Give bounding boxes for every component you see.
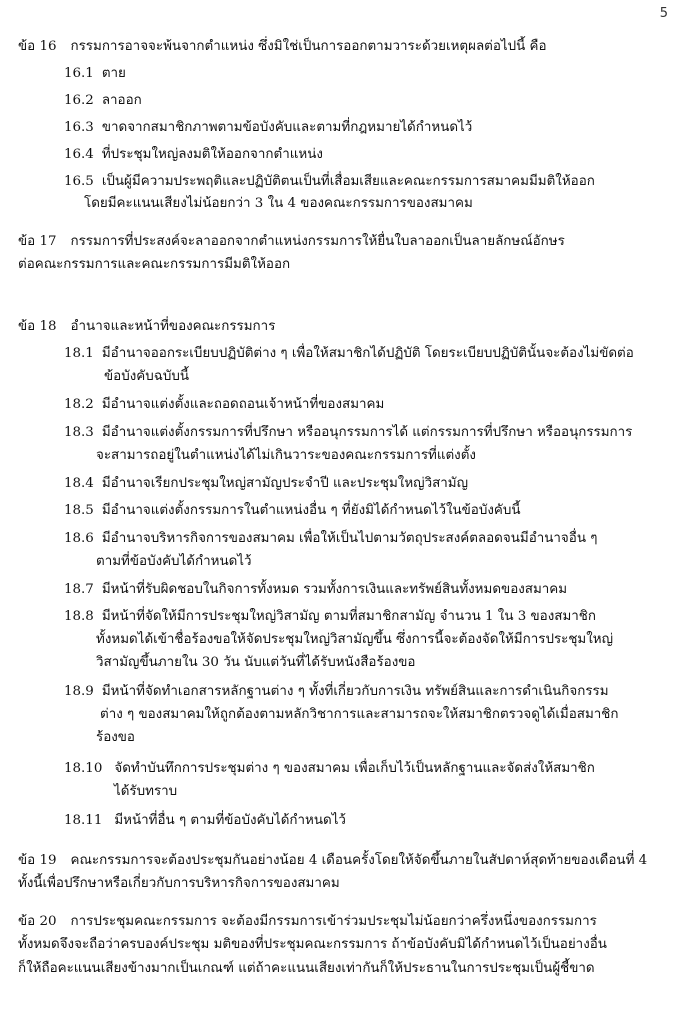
- item-number: 18.6: [64, 531, 94, 546]
- item-text: มีหน้าที่รับผิดชอบในกิจการทั้งหมด รวมทั้งการเงินและทรัพย์สินทั้งหมดของสมาคม: [101, 582, 568, 597]
- clause-label: ข้อ 20: [18, 914, 57, 929]
- item-number: 16.1: [64, 66, 94, 81]
- item-16-3: [64, 119, 472, 137]
- item-number: 16.5: [64, 174, 94, 189]
- item-text: ขาดจากสมาชิกภาพตามข้อบังคับและตามที่กฎหมายได้กำหนดไว้: [101, 120, 473, 135]
- item-number: 16.2: [64, 93, 94, 108]
- item-number: 18.8: [64, 609, 94, 624]
- item-text: เป็นผู้มีความประพฤติและปฏิบัติตนเป็นที่เสื่อมเสียและคณะกรรมการสมาคมมีมติให้ออก: [101, 174, 595, 189]
- item-16-5: [64, 173, 595, 191]
- item-16-1: [64, 65, 126, 83]
- item-text: ลาออก: [101, 93, 142, 108]
- item-18-3-cont: จะสามารถอยู่ในตำแหน่งได้ไม่เกินวาระของคณะกรรมการที่แต่งตั้ง: [96, 448, 476, 463]
- clause-20-line-3: ก็ให้ถือคะแนนเสียงข้างมากเป็นเกณฑ์ แต่ถ้าคะแนนเสียงเท่ากันก็ให้ประธานในการประชุมเป็นผู้ชี้ขาด: [18, 961, 595, 976]
- item-18-2: [64, 396, 384, 414]
- item-18-9-cont-1: ต่าง ๆ ของสมาคมให้ถูกต้องตามหลักวิชาการและสามารถจะให้สมาชิกตรวจดูได้เมื่อสมาชิก: [100, 707, 619, 722]
- item-18-8-cont-2: วิสามัญขึ้นภายใน 30 วัน นับแต่วันที่ได้รับหนังสือร้องขอ: [96, 655, 416, 670]
- clause-text: คณะกรรมการจะต้องประชุมกันอย่างน้อย 4 เดือนครั้งโดยให้จัดขึ้นภายในสัปดาห์สุดท้ายของเดือนที่ 4: [70, 853, 648, 868]
- item-number: 18.1: [64, 346, 94, 361]
- clause-20-line-2: ทั้งหมดจึงจะถือว่าครบองค์ประชุม มติของที่ประชุมคณะกรรมการ ถ้าข้อบังคับมิได้กำหนดไว้เป็นอย่างอื่น: [18, 937, 607, 952]
- item-18-3: [64, 424, 632, 442]
- item-18-1-cont: ข้อบังคับฉบับนี้: [104, 369, 189, 384]
- item-16-4: [64, 146, 323, 164]
- item-text: จัดทำบันทึกการประชุมต่าง ๆ ของสมาคม เพื่อเก็บไว้เป็นหลักฐานและจัดส่งให้สมาชิก: [114, 761, 595, 776]
- item-18-11: [64, 812, 346, 830]
- clause-label: ข้อ 19: [18, 853, 57, 868]
- item-number: 18.11: [64, 813, 103, 828]
- page-number: 5: [659, 6, 668, 21]
- item-text: มีหน้าที่อื่น ๆ ตามที่ข้อบังคับได้กำหนดไว้: [114, 813, 346, 828]
- clause-label: ข้อ 16: [18, 39, 57, 54]
- clause-20-line-1: [18, 913, 597, 931]
- clause-text: การประชุมคณะกรรมการ จะต้องมีกรรมการเข้าร่วมประชุมไม่น้อยกว่าครึ่งหนึ่งของกรรมการ: [70, 914, 597, 929]
- item-number: 18.9: [64, 684, 94, 699]
- item-18-10: [64, 760, 595, 778]
- item-number: 18.5: [64, 503, 94, 518]
- item-text: มีหน้าที่จัดให้มีการประชุมใหญ่วิสามัญ ตามที่สมาชิกสามัญ จำนวน 1 ใน 3 ของสมาชิก: [101, 609, 596, 624]
- item-text: ที่ประชุมใหญ่ลงมติให้ออกจากตำแหน่ง: [101, 147, 323, 162]
- item-18-10-cont: ได้รับทราบ: [114, 784, 178, 799]
- clause-18-heading: [18, 318, 275, 336]
- clause-label: ข้อ 17: [18, 234, 57, 249]
- item-number: 18.3: [64, 425, 94, 440]
- item-text: มีอำนาจออกระเบียบปฏิบัติต่าง ๆ เพื่อให้สมาชิกได้ปฏิบัติ โดยระเบียบปฏิบัตินั้นจะต้องไม่ขัดต่อ: [101, 346, 634, 361]
- item-text: มีหน้าที่จัดทำเอกสารหลักฐานต่าง ๆ ทั้งที่เกี่ยวกับการเงิน ทรัพย์สินและการดำเนินกิจกรรม: [101, 684, 609, 699]
- item-18-8: [64, 608, 596, 626]
- clause-19-line-2: ทั้งนี้เพื่อปรึกษาหรือเกี่ยวกับการบริหารกิจการของสมาคม: [18, 876, 340, 891]
- item-18-6: [64, 530, 597, 548]
- clause-text: กรรมการที่ประสงค์จะลาออกจากตำแหน่งกรรมการให้ยื่นใบลาออกเป็นลายลักษณ์อักษร: [70, 234, 565, 249]
- item-number: 18.7: [64, 582, 94, 597]
- item-18-5: [64, 502, 521, 520]
- clause-label: ข้อ 18: [18, 319, 57, 334]
- item-18-9-cont-2: ร้องขอ: [96, 730, 135, 745]
- clause-text: กรรมการอาจจะพ้นจากตำแหน่ง ซึ่งมิใช่เป็นการออกตามวาระด้วยเหตุผลต่อไปนี้ คือ: [70, 39, 547, 54]
- item-text: ตาย: [101, 66, 126, 81]
- item-number: 16.3: [64, 120, 94, 135]
- item-number: 18.10: [64, 761, 103, 776]
- item-number: 16.4: [64, 147, 94, 162]
- item-text: มีอำนาจเรียกประชุมใหญ่สามัญประจำปี และประชุมใหญ่วิสามัญ: [101, 476, 469, 491]
- item-text: มีอำนาจบริหารกิจการของสมาคม เพื่อให้เป็นไปตามวัตถุประสงค์ตลอดจนมีอำนาจอื่น ๆ: [101, 531, 598, 546]
- item-text: มีอำนาจแต่งตั้งกรรมการในตำแหน่งอื่น ๆ ที่ยังมิได้กำหนดไว้ในข้อบังคับนี้: [101, 503, 521, 518]
- clause-19-line-1: [18, 852, 647, 870]
- clause-17-line-2: ต่อคณะกรรมการและคณะกรรมการมีมติให้ออก: [18, 257, 291, 272]
- item-18-9: [64, 683, 609, 701]
- clause-text: อำนาจและหน้าที่ของคณะกรรมการ: [70, 319, 276, 334]
- item-18-1: [64, 345, 634, 363]
- clause-17-line-1: [18, 233, 565, 251]
- item-18-7: [64, 581, 567, 599]
- item-text: มีอำนาจแต่งตั้งกรรมการที่ปรึกษา หรืออนุกรรมการได้ แต่กรรมการที่ปรึกษา หรืออนุกรรมการ: [101, 425, 633, 440]
- item-number: 18.4: [64, 476, 94, 491]
- item-text: มีอำนาจแต่งตั้งและถอดถอนเจ้าหน้าที่ของสมาคม: [101, 397, 385, 412]
- item-16-2: [64, 92, 142, 110]
- item-18-6-cont: ตามที่ข้อบังคับได้กำหนดไว้: [96, 554, 252, 569]
- item-number: 18.2: [64, 397, 94, 412]
- clause-16-heading: [18, 38, 547, 56]
- item-16-5-cont: โดยมีคะแนนเสียงไม่น้อยกว่า 3 ใน 4 ของคณะกรรมการของสมาคม: [84, 196, 473, 211]
- item-18-4: [64, 475, 468, 493]
- item-18-8-cont-1: ทั้งหมดได้เข้าชื่อร้องขอให้จัดประชุมใหญ่วิสามัญขึ้น ซึ่งการนี้จะต้องจัดให้มีการประชุมใหญ่: [96, 632, 614, 647]
